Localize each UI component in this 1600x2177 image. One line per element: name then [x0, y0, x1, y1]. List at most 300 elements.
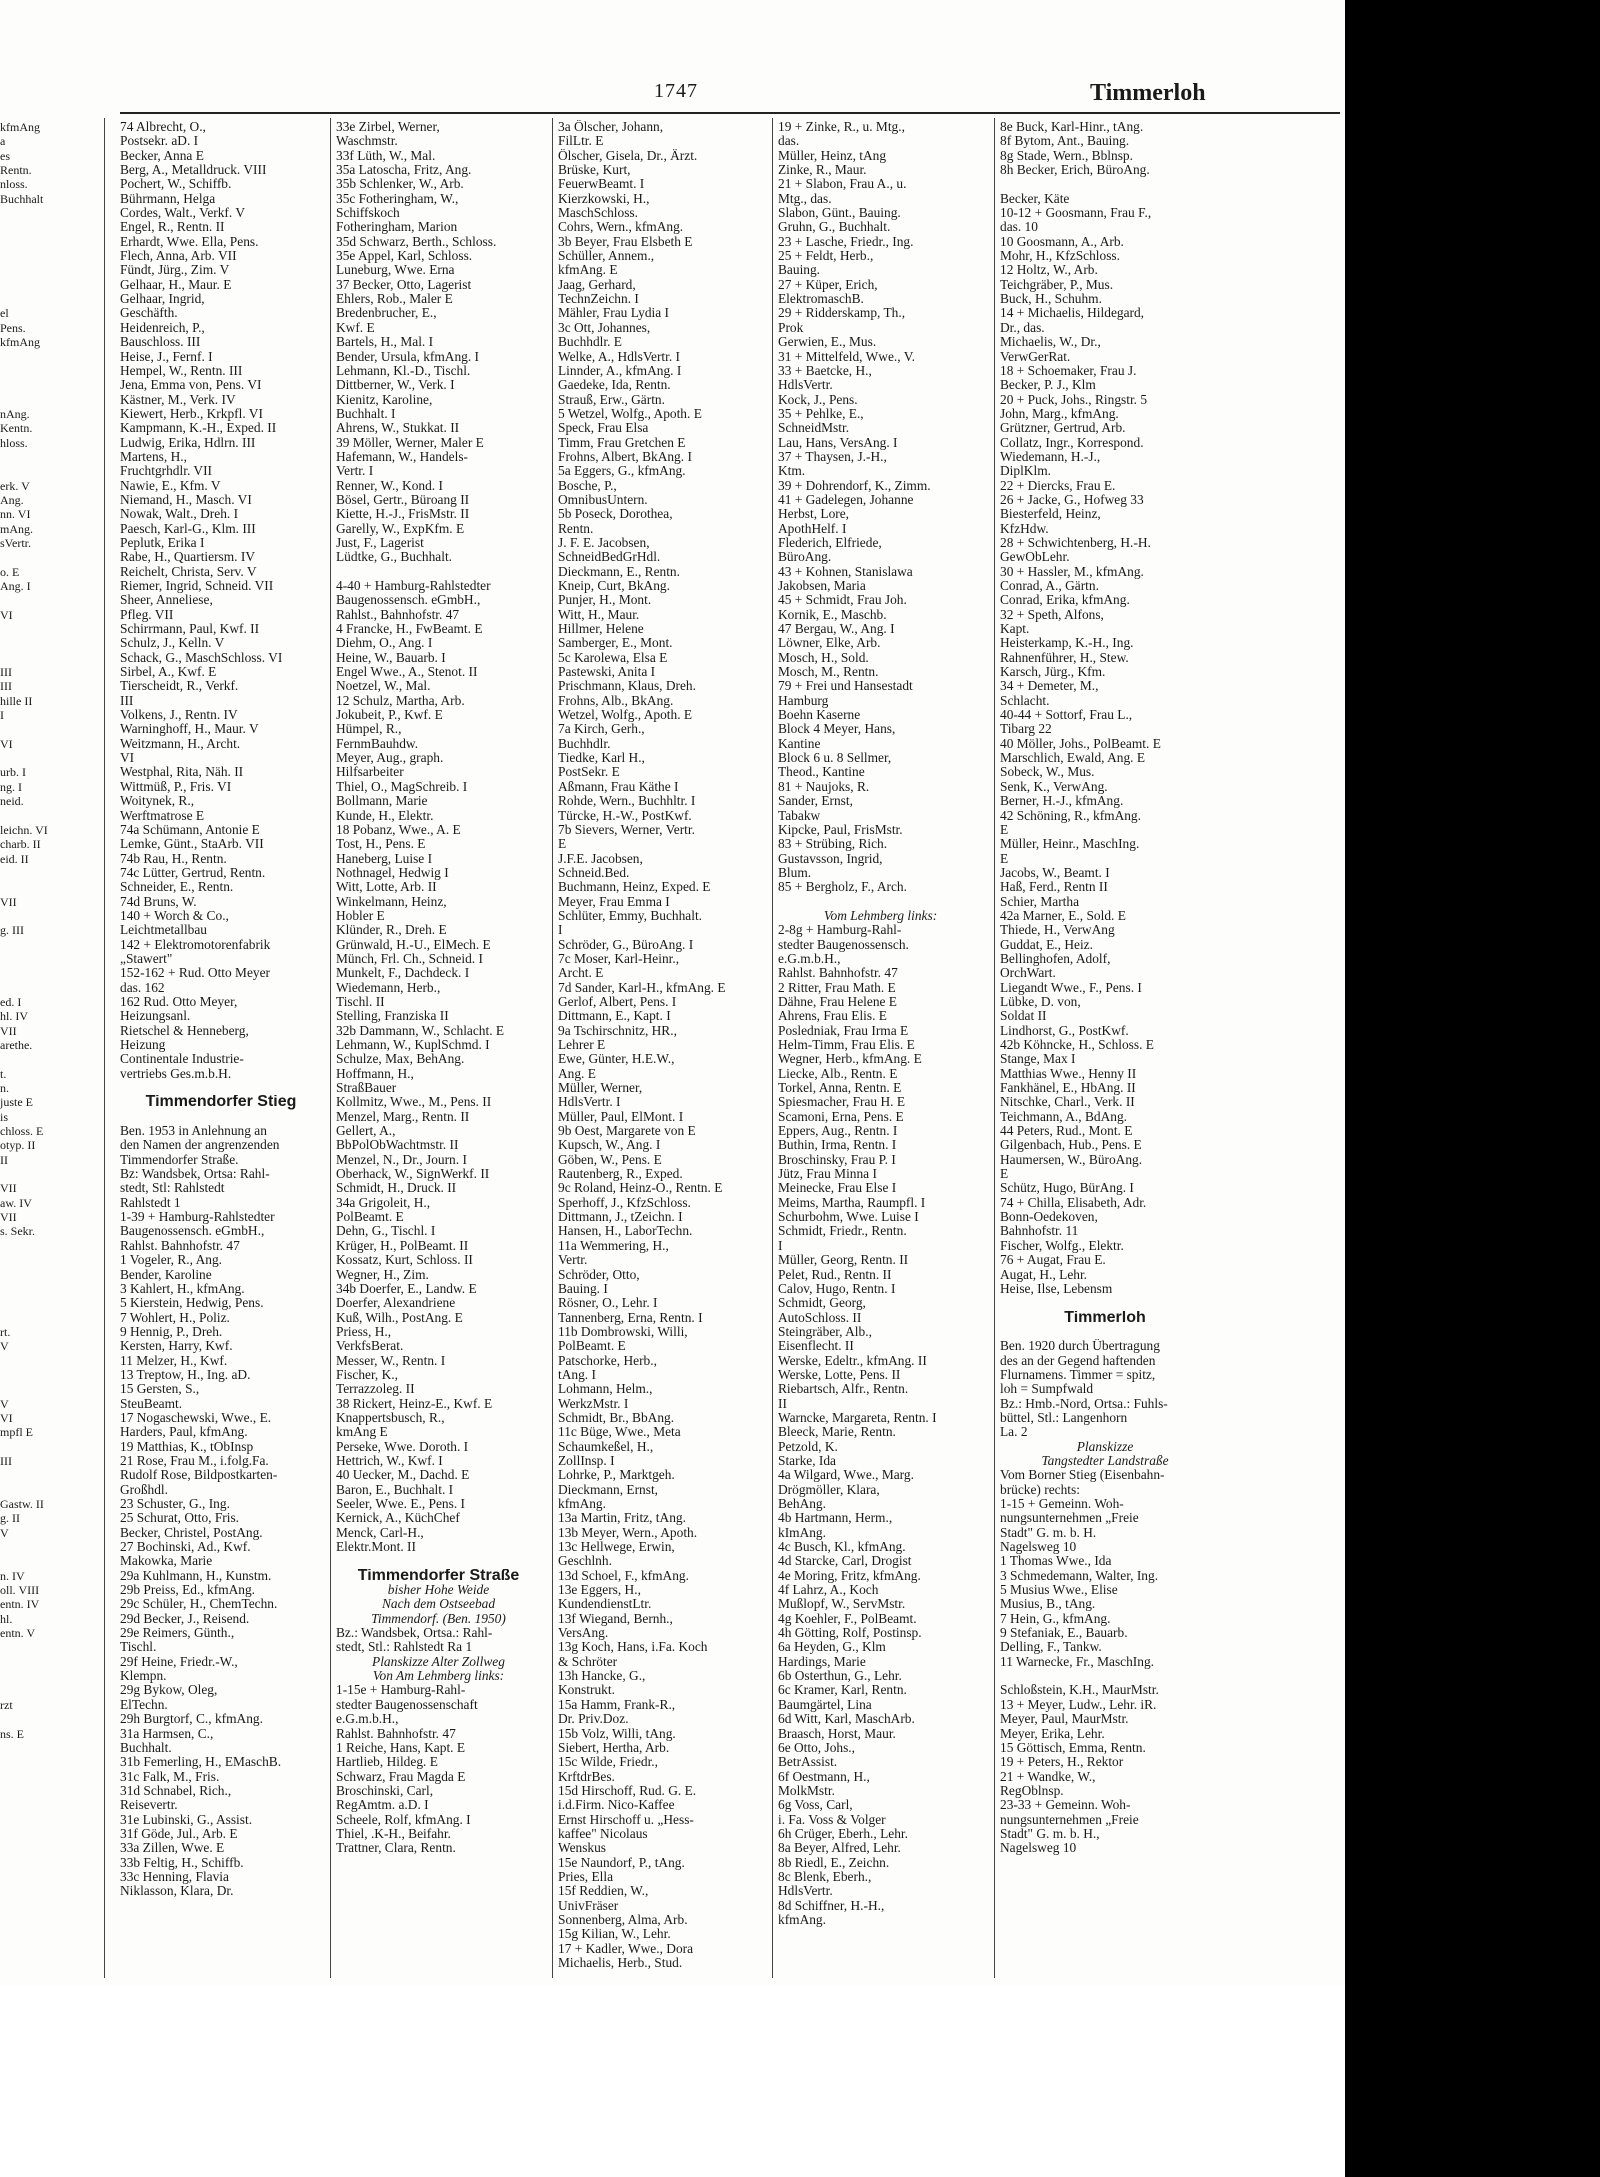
directory-line [0, 1640, 92, 1654]
directory-line: Lemke, Günt., StaArb. VII [120, 837, 264, 852]
directory-line: Sheer, Anneliese, [120, 593, 213, 608]
directory-line: des an der Gegend haftenden [1000, 1353, 1156, 1368]
column-3 [558, 120, 763, 1970]
directory-line: Soldat II [1000, 1009, 1047, 1024]
directory-line: Münch, Frl. Ch., Schneid. I [336, 951, 483, 966]
directory-line: Rautenberg, R., Exped. [558, 1167, 683, 1182]
directory-line: Geschäfth. [120, 306, 178, 321]
directory-line: Meyer, Frau Emma I [558, 894, 670, 909]
directory-line: nungsunternehmen „Freie [1000, 1812, 1139, 1827]
directory-line: Schiffskoch [336, 206, 400, 221]
directory-line: Fruchtgrhdlr. VII [120, 464, 212, 479]
directory-line: Volkens, J., Rentn. IV [120, 708, 238, 723]
directory-line: Nothnagel, Hedwig I [336, 865, 449, 880]
directory-line: Mosch, H., Sold. [778, 650, 869, 665]
directory-line: 34b Doerfer, E., Landw. E [336, 1281, 477, 1296]
directory-line: Stange, Max I [1000, 1052, 1076, 1067]
directory-line: Lübke, D. von, [1000, 994, 1081, 1009]
directory-line: Buchmann, Heinz, Exped. E [558, 880, 711, 895]
directory-line: 85 + Bergholz, F., Arch. [778, 880, 907, 895]
directory-line: 21 + Wandke, W., [1000, 1769, 1096, 1784]
directory-line: 19 + Peters, H., Rektor [1000, 1755, 1124, 1770]
directory-line: Marschlich, Ewald, Ang. E [1000, 751, 1146, 766]
directory-line: Gastw. II [0, 1497, 44, 1511]
directory-line: 41 + Gadelegen, Johanne [778, 492, 914, 507]
directory-line: Renner, W., Kond. I [336, 478, 443, 493]
directory-line [0, 1554, 92, 1568]
directory-line: 9b Oest, Margarete von E [558, 1124, 696, 1139]
directory-line: 13h Hancke, G., [558, 1669, 646, 1684]
directory-line: Bender, Ursula, kfmAng. I [336, 349, 480, 364]
directory-line: Patschorke, Herb., [558, 1353, 657, 1368]
directory-line: 15f Reddien, W., [558, 1884, 649, 1899]
directory-line: 15a Hamm, Frank-R., [558, 1697, 676, 1712]
directory-line: Schack, G., MaschSchloss. VI [120, 650, 283, 665]
directory-line: Blum. [778, 865, 812, 880]
directory-line: 74d Bruns, W. [120, 894, 197, 909]
directory-line: Rahlst. Bahnhofstr. 47 [778, 966, 898, 981]
directory-line: kmAng E [336, 1425, 388, 1440]
directory-line: 11 Warnecke, Fr., MaschIng. [1000, 1654, 1154, 1669]
directory-line: 37 Becker, Otto, Lagerist [336, 277, 472, 292]
directory-line: MaschSchloss. [558, 206, 638, 221]
directory-line: Warncke, Margareta, Rentn. I [778, 1410, 937, 1425]
directory-line [0, 952, 92, 966]
street-heading: Timmerloh [1064, 1310, 1146, 1325]
directory-line: entn. IV [0, 1597, 40, 1612]
directory-line: nn. VI [0, 507, 31, 522]
directory-line: Pelet, Rud., Rentn. II [778, 1267, 892, 1282]
directory-line: Tiedke, Karl H., [558, 751, 645, 766]
directory-line: 6c Kramer, Karl, Rentn. [778, 1683, 907, 1698]
directory-line: Block 6 u. 8 Sellmer, [778, 751, 892, 766]
directory-line: 12 Holtz, W., Arb. [1000, 263, 1098, 278]
directory-line [0, 809, 92, 823]
directory-line: VII [0, 1181, 17, 1196]
directory-line: Müller, Heinr., MaschIng. [1000, 837, 1140, 852]
directory-line: Niklasson, Klara, Dr. [120, 1884, 234, 1899]
directory-line: Pastewski, Anita I [558, 665, 656, 680]
column-1 [120, 120, 322, 1899]
directory-line: Brüske, Kurt, [558, 163, 631, 178]
directory-line: Fischer, Wolfg., Elektr. [1000, 1238, 1124, 1253]
directory-line: das. [778, 134, 800, 149]
directory-line: Michaelis, W., Dr., [1000, 335, 1101, 350]
directory-line: 39 Möller, Werner, Maler E [336, 435, 484, 450]
directory-line: is [0, 1109, 9, 1124]
directory-line: Timmendorf. (Ben. 1950) [371, 1611, 506, 1626]
directory-line: 74c Lütter, Gertrud, Rentn. [120, 865, 266, 880]
directory-line: Augat, H., Lehr. [1000, 1267, 1088, 1282]
directory-line: Luneburg, Wwe. Erna [336, 263, 455, 278]
directory-line: Knappertsbusch, R., [336, 1410, 445, 1425]
directory-line: 8f Bytom, Ant., Bauing. [1000, 134, 1130, 149]
directory-line: 8g Stade, Wern., Bblnsp. [1000, 148, 1133, 163]
directory-line: Just, F., Lagerist [336, 535, 424, 550]
column-divider [772, 118, 773, 1978]
directory-line: 14 + Michaelis, Hildegard, [1000, 306, 1145, 321]
directory-line: 6g Voss, Carl, [778, 1798, 853, 1813]
directory-line: Ang. [0, 492, 24, 507]
directory-line: 25 + Feldt, Herb., [778, 249, 874, 264]
directory-line: 15 Gersten, S., [120, 1382, 200, 1397]
directory-line: Guddat, E., Heiz. [1000, 937, 1093, 952]
directory-line: Zinke, R., Maur. [778, 163, 867, 178]
directory-line: 44 Peters, Rud., Mont. E [1000, 1124, 1133, 1139]
directory-line: Speck, Frau Elsa [558, 421, 649, 436]
directory-line [0, 1268, 92, 1282]
directory-line: V [0, 1525, 9, 1540]
directory-line: Delling, F., Tankw. [1000, 1640, 1102, 1655]
directory-line: Tibarg 22 [1000, 722, 1052, 737]
directory-line: i. Fa. Voss & Volger [778, 1812, 886, 1827]
directory-line: Teichgräber, P., Mus. [1000, 277, 1114, 292]
directory-line: Hansen, H., LaborTechn. [558, 1224, 693, 1239]
directory-line [0, 880, 92, 894]
directory-line: Wenskus [558, 1841, 607, 1856]
directory-line: Buchhalt [0, 191, 44, 206]
directory-line [0, 249, 92, 263]
directory-line: kfmAng [0, 120, 40, 134]
directory-line: VI [0, 1410, 13, 1425]
directory-line: kfmAng [0, 335, 40, 350]
directory-line: Helm-Timm, Frau Elis. E [778, 1038, 915, 1052]
directory-line: Grützner, Gertrud, Arb. [1000, 421, 1126, 436]
directory-line: Continentale Industrie- [120, 1052, 244, 1067]
directory-line: el [0, 306, 9, 321]
directory-line: Buchhalt. [120, 1740, 172, 1755]
directory-line: 28 + Schwichtenberg, H.-H. [1000, 535, 1151, 550]
directory-line: Dittmann, J., tZeichn. I [558, 1210, 683, 1225]
directory-line: 13 + Meyer, Ludw., Lehr. iR. [1000, 1697, 1157, 1712]
directory-line: VerwGerRat. [1000, 349, 1071, 364]
directory-line: 29d Becker, J., Reisend. [120, 1611, 250, 1626]
directory-line: büttel, Stl.: Langenhorn [1000, 1410, 1128, 1425]
directory-line [0, 550, 92, 564]
directory-line: VI [0, 607, 13, 622]
directory-line: 9c Roland, Heinz-O., Rentn. E [558, 1181, 723, 1196]
directory-line: chloss. E [0, 1124, 44, 1139]
directory-line: Kernick, A., KüchChef [336, 1511, 460, 1526]
directory-line: Kossatz, Kurt, Schloss. II [336, 1253, 473, 1268]
directory-line: Lau, Hans, VersAng. I [778, 435, 898, 450]
directory-line: Drögmöller, Klara, [778, 1482, 880, 1497]
directory-line [0, 722, 92, 736]
directory-line: Wiedemann, Herb., [336, 980, 441, 995]
directory-line: Sonnenberg, Alma, Arb. [558, 1912, 688, 1927]
directory-line: Reisevertr. [120, 1798, 178, 1813]
directory-line: BehAng. [778, 1497, 826, 1511]
directory-line: Lehmann, W., KuplSchmd. I [336, 1038, 490, 1052]
directory-line: kfmAng. [558, 1497, 606, 1511]
directory-line: 18 Pobanz, Wwe., A. E [336, 822, 461, 837]
directory-line: OmnibusUntern. [558, 492, 648, 507]
directory-line: Berner, H.-J., kfmAng. [1000, 794, 1124, 809]
directory-line: Rahlst., Bahnhofstr. 47 [336, 607, 460, 622]
directory-line: 79 + Frei und Hansestadt [778, 679, 913, 694]
directory-line: Jacobs, W., Beamt. I [1000, 865, 1110, 880]
directory-line: Werske, Lotte, Pens. II [778, 1367, 901, 1382]
directory-line: Boehn Kaserne [778, 708, 861, 723]
directory-line: ZollInsp. I [558, 1453, 615, 1468]
directory-line: nloss. [0, 177, 28, 192]
directory-line: 27 + Küper, Erich, [778, 277, 878, 292]
directory-line: stedt, Stl.: Rahlstedt Ra 1 [336, 1640, 473, 1655]
directory-line: 42b Köhncke, H., Schloss. E [1000, 1038, 1154, 1052]
directory-line: VII [0, 1023, 17, 1038]
directory-line: Stadt" G. m. b. H., [1000, 1826, 1100, 1841]
directory-line: Flech, Anna, Arb. VII [120, 249, 237, 264]
directory-line: Samberger, E., Mont. [558, 636, 673, 651]
directory-line: II [0, 1152, 8, 1167]
directory-line: VI [0, 736, 13, 751]
directory-line: Priess, H., [336, 1324, 392, 1339]
directory-line: AutoSchloss. II [778, 1310, 862, 1325]
directory-line: kaffee" Nicolaus [558, 1826, 648, 1841]
directory-line: Heisterkamp, K.-H., Ing. [1000, 636, 1134, 651]
directory-line: Peplutk, Erika I [120, 535, 205, 550]
directory-line [0, 292, 92, 306]
directory-line: Leichtmetallbau [120, 923, 207, 938]
directory-line [336, 565, 541, 579]
directory-line: Schmidt, Georg, [778, 1296, 866, 1311]
directory-line: loh = Sumpfwald [1000, 1382, 1094, 1397]
directory-line [0, 450, 92, 464]
directory-line: Dittmann, E., Kapt. I [558, 1009, 671, 1024]
directory-line: BetrAssist. [778, 1755, 838, 1770]
directory-line: Kuß, Wilh., PostAng. E [336, 1310, 463, 1325]
directory-line [0, 378, 92, 392]
directory-line: 8e Buck, Karl-Hinr., tAng. [1000, 120, 1144, 134]
directory-line: Thiel, O., MagSchreib. I [336, 779, 468, 794]
directory-line: Westphal, Rita, Näh. II [120, 765, 244, 780]
directory-line: 2-8g + Hamburg-Rahl- [778, 923, 902, 938]
directory-line: Heise, J., Fernf. I [120, 349, 213, 364]
directory-line: 31c Falk, M., Fris. [120, 1769, 220, 1784]
directory-line [0, 966, 92, 980]
directory-line: 4-40 + Hamburg-Rahlstedter [336, 579, 491, 593]
directory-line: stedter Baugenossensch. [778, 937, 909, 952]
directory-line: ns. E [0, 1726, 24, 1741]
directory-line: 1-15 + Gemeinn. Woh- [1000, 1497, 1124, 1511]
directory-line: Schütz, Hugo, BürAng. I [1000, 1181, 1134, 1196]
directory-line: Dieckmann, E., Rentn. [558, 564, 680, 579]
directory-line [0, 1368, 92, 1382]
directory-line: Göben, W., Pens. E [558, 1152, 662, 1167]
directory-line: Buchhdlr. [558, 736, 611, 751]
column-0-cut [0, 120, 92, 1741]
directory-line: 29e Reimers, Günth., [120, 1626, 235, 1641]
directory-line: Großhdl. [120, 1482, 168, 1497]
directory-line: 3a Ölscher, Johann, [558, 120, 664, 134]
directory-line: Kiewert, Herb., Krkpfl. VI [120, 406, 263, 421]
directory-line: Bauschloss. III [120, 335, 201, 350]
directory-line: 22 + Diercks, Frau E. [1000, 478, 1116, 493]
directory-line: 35e Appel, Karl, Schloss. [336, 249, 473, 264]
directory-line: Messer, W., Rentn. I [336, 1353, 446, 1368]
directory-line: 13f Wiegand, Bernh., [558, 1611, 673, 1626]
directory-line: Gilgenbach, Hub., Pens. E [1000, 1138, 1142, 1153]
directory-line: Nagelsweg 10 [1000, 1841, 1077, 1856]
directory-line: Trattner, Clara, Rentn. [336, 1841, 456, 1856]
directory-line: 37 + Thaysen, J.-H., [778, 449, 887, 464]
directory-line: 4a Wilgard, Wwe., Marg. [778, 1468, 914, 1483]
directory-line: 43 + Kohnen, Stanislawa [778, 564, 913, 579]
directory-line: Wegner, Herb., kfmAng. E [778, 1052, 922, 1067]
directory-line: Martens, H., [120, 449, 187, 464]
directory-line: rt. [0, 1324, 11, 1339]
directory-line: Musius, B., tAng. [1000, 1597, 1096, 1612]
directory-line: Ehlers, Rob., Maler E [336, 292, 453, 307]
directory-line: 25 Schurat, Otto, Fris. [120, 1511, 240, 1526]
directory-line: Grünwald, H.-U., ElMech. E [336, 937, 491, 952]
directory-line: Lehmann, Kl.-D., Tischl. [336, 363, 471, 378]
directory-line: 4d Starcke, Carl, Drogist [778, 1554, 912, 1569]
directory-line: Rietschel & Henneberg, [120, 1023, 249, 1038]
directory-line: I [0, 708, 4, 723]
directory-line: Schirrmann, Paul, Kwf. II [120, 622, 260, 637]
directory-line: 74 + Chilla, Elisabeth, Adr. [1000, 1195, 1147, 1210]
directory-line: Seeler, Wwe. E., Pens. I [336, 1497, 465, 1511]
directory-line: 81 + Naujoks, R. [778, 779, 870, 794]
directory-line: 11c Büge, Wwe., Meta [558, 1425, 681, 1440]
directory-line: Schier, Martha [1000, 894, 1080, 909]
directory-line: Rudolf Rose, Bildpostkarten- [120, 1468, 278, 1483]
directory-line [0, 364, 92, 378]
directory-line [0, 1296, 92, 1310]
directory-line: 33a Zillen, Wwe. E [120, 1841, 225, 1856]
directory-line: ElTechn. [120, 1697, 168, 1712]
directory-line: Tangstedter Landstraße [1041, 1453, 1169, 1468]
directory-line: 3b Beyer, Frau Elsbeth E [558, 234, 693, 249]
directory-line: Berg, A., Metalldruck. VIII [120, 163, 267, 178]
directory-line: 10 Goosmann, A., Arb. [1000, 234, 1124, 249]
directory-line: V [0, 1396, 9, 1411]
directory-line: Rentn. [0, 163, 32, 178]
directory-line: PolBeamt. E [558, 1339, 626, 1354]
directory-line: DiplKlm. [1000, 464, 1051, 479]
directory-line: 23 + Lasche, Friedr., Ing. [778, 234, 914, 249]
directory-line [0, 1540, 92, 1554]
directory-line: Menzel, Marg., Rentn. II [336, 1109, 470, 1124]
directory-line: Buchhalt. I [336, 406, 396, 421]
directory-line: Frohns, Albert, BkAng. I [558, 449, 692, 464]
directory-line: Planskizze Alter Zollweg [372, 1654, 505, 1669]
directory-line: 4 Francke, H., FwBeamt. E [336, 622, 483, 637]
directory-line: 31 + Mittelfeld, Wwe., V. [778, 349, 915, 364]
directory-line: 42 Schöning, R., kfmAng. [1000, 808, 1141, 823]
directory-line: Diehm, O., Ang. I [336, 636, 433, 651]
directory-line: KundendienstLtr. [558, 1597, 652, 1612]
directory-line: Kästner, M., Verk. IV [120, 392, 236, 407]
directory-line: Pochert, W., Schiffb. [120, 177, 232, 192]
directory-line: otyp. II [0, 1138, 36, 1153]
directory-line: Conrad, Erika, kfmAng. [1000, 593, 1130, 608]
directory-line: Lehrer E [558, 1038, 606, 1052]
directory-line: hl. [0, 1611, 13, 1626]
directory-line: Schneid.Bed. [558, 865, 630, 880]
directory-line: Matthias Wwe., Henny II [1000, 1066, 1137, 1081]
directory-line: OrchWart. [1000, 966, 1056, 981]
directory-line: Bosche, P., [558, 478, 617, 493]
directory-line: mAng. [0, 521, 33, 536]
directory-line: Fankhänel, E., HbAng. II [1000, 1081, 1136, 1096]
directory-line: 8d Schiffner, H.-H., [778, 1898, 885, 1913]
directory-line: 12 Schulz, Martha, Arb. [336, 693, 465, 708]
directory-line: Geschlnh. [558, 1554, 612, 1569]
directory-line: Rahlst. Bahnhofstr. 47 [336, 1726, 456, 1741]
directory-line: 5 Kierstein, Hedwig, Pens. [120, 1296, 264, 1311]
directory-line: I [558, 923, 563, 938]
directory-line: 7c Moser, Karl-Heinr., [558, 951, 680, 966]
directory-line: 6h Crüger, Eberh., Lehr. [778, 1826, 908, 1841]
directory-line: Kunde, H., Elektr. [336, 808, 434, 823]
directory-line: n. [0, 1081, 9, 1096]
directory-line: Rabe, H., Quartiersm. IV [120, 550, 255, 565]
directory-line: 15e Naundorf, P., tAng. [558, 1855, 685, 1870]
directory-line: Jütz, Frau Minna I [778, 1167, 877, 1182]
directory-line: Rentn. [558, 521, 594, 536]
directory-line: Müller, Werner, [558, 1081, 643, 1096]
directory-line: E [558, 837, 567, 852]
directory-line [0, 278, 92, 292]
directory-line: 29h Burgtorf, C., kfmAng. [120, 1712, 263, 1727]
directory-line: Meims, Martha, Raumpfl. I [778, 1195, 926, 1210]
directory-line: 142 + Elektromotorenfabrik [120, 937, 271, 952]
directory-line: das. 10 [1000, 220, 1038, 235]
directory-line: Karsch, Jürg., Kfm. [1000, 665, 1106, 680]
directory-line: 6f Oestmann, H., [778, 1769, 870, 1784]
directory-line: nAng. [0, 406, 30, 421]
directory-line: Theod., Kantine [778, 765, 865, 780]
directory-line: Postsekr. aD. I [120, 134, 199, 149]
directory-line: Ktm. [778, 464, 806, 479]
directory-line: III [0, 1453, 12, 1468]
directory-line: 7 Wohlert, H., Poliz. [120, 1310, 230, 1325]
directory-line: Munkelt, F., Dachdeck. I [336, 966, 470, 981]
directory-line: 40-44 + Sottorf, Frau L., [1000, 708, 1133, 723]
directory-line: 17 + Kadler, Wwe., Dora [558, 1941, 694, 1956]
directory-line [1000, 177, 1210, 191]
directory-line: Woitynek, R., [120, 794, 195, 809]
directory-line: 33c Henning, Flavia [120, 1869, 229, 1884]
directory-line: 18 + Schoemaker, Frau J. [1000, 363, 1137, 378]
directory-line: 8a Beyer, Alfred, Lehr. [778, 1841, 901, 1856]
directory-line: Michaelis, Herb., Stud. [558, 1956, 683, 1970]
directory-line: 31d Schnabel, Rich., [120, 1783, 232, 1798]
directory-line: KfzHdw. [1000, 521, 1049, 536]
column-5 [1000, 120, 1210, 1856]
directory-line: Hamburg [778, 693, 829, 708]
directory-line: Welke, A., HdlsVertr. I [558, 349, 681, 364]
directory-line: 2 Ritter, Frau Math. E [778, 980, 896, 995]
street-heading: Timmendorfer Straße [357, 1568, 520, 1584]
directory-line: Meyer, Aug., graph. [336, 751, 444, 766]
directory-line [0, 1282, 92, 1296]
directory-line: Wittmüß, P., Fris. VI [120, 779, 232, 794]
directory-line: 162 Rud. Otto Meyer, [120, 994, 238, 1009]
directory-line: Pries, Ella [558, 1869, 614, 1884]
directory-line: aw. IV [0, 1195, 32, 1210]
directory-line: Bz.: Wandsbek, Ortsa.: Rahl- [336, 1626, 493, 1641]
directory-line [0, 1354, 92, 1368]
directory-line: Konstrukt. [558, 1683, 615, 1698]
directory-line: Ewe, Günter, H.E.W., [558, 1052, 675, 1067]
directory-line: Schröder, G., BüroAng. I [558, 937, 694, 952]
directory-line: Gaedeke, Ida, Rentn. [558, 378, 671, 393]
directory-line: 1 Reiche, Hans, Kapt. E [336, 1740, 466, 1755]
directory-line: Vom Lehmberg links: [823, 908, 938, 923]
